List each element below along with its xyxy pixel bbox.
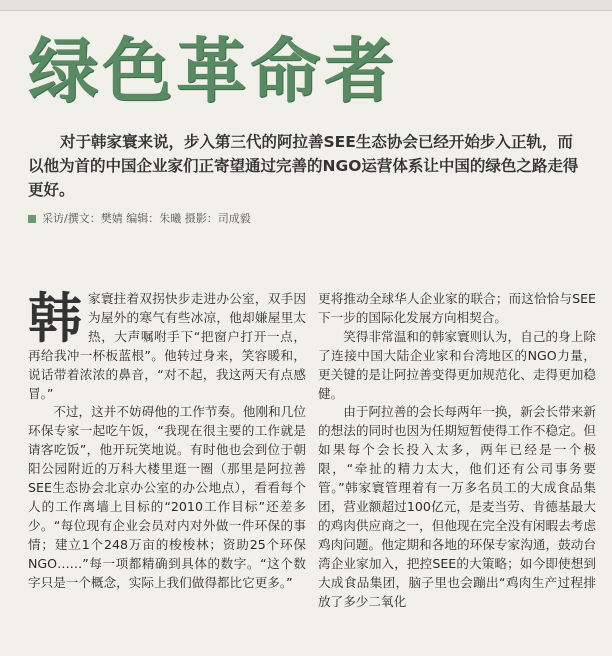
article-lead: 对于韩家寰来说，步入第三代的阿拉善SEE生态协会已经开始步入正轨，而以他为首的中国企业家们正寄望通过完善的NGO运营体系让中国的绿色之路走得更好。 <box>28 133 579 199</box>
left-paragraph-1-text: 家寰拄着双拐快步走进办公室，双手因为屋外的寒气有些冰凉，他却嫌屋里太热，大声嘱咐手下“把窗户打开一点，再给我冲一杯板蓝根”。他转过身来，笑容暖和，说话带着浓浓的鼻音，“对不起，我这两天有点感冒。” <box>28 291 306 401</box>
article-title: 绿色革命者 <box>28 30 398 112</box>
right-column <box>318 290 596 611</box>
left-column <box>28 287 306 593</box>
drop-cap: 韩 <box>28 287 82 350</box>
credits-text: 采访/撰文：樊婧 编辑：朱曦 摄影：司成毅 <box>42 212 251 225</box>
left-paragraph-2: 不过，这并不妨碍他的工作节奏。他刚和几位环保专家一起吃午饭，“我现在很主要的工作就是请客吃饭”，他开玩笑地说。有时他也会到位于朝阳公园附近的万科大楼里逛一圈（那里是阿拉善SEE生态协会北京办公室的办公地点），看看每个人的工作离墙上目标的“2010工作目标”还差多少。“每位现有企业会员对内对外做一件环保的事情；建立1个248万亩的梭梭林；资助25个环保NGO……”每一项都精确到具体的数字。“这个数字只是一个概念，实际上我们做得都比它更多。” <box>28 404 306 590</box>
credits-marker-icon <box>28 215 36 223</box>
right-paragraph-1: 更将推动全球华人企业家的联合；而这恰恰与SEE下一步的国际化发展方向相契合。 <box>318 291 596 325</box>
right-paragraph-3: 由于阿拉善的会长每两年一换，新会长带来新的想法的同时也因为任期短暂使得工作不稳定。但如果每个会长投入太多，两年已经是一个极限，“牵扯的精力太大，他们还有公司事务要管。”韩家寰管理着有一万多名员工的大成食品集团，营业额超过100亿元，是麦当劳、肯德基最大的鸡肉供应商之一，但他现在完全没有闲暇去考虑鸡肉问题。他定期和各地的环保专家沟通，鼓动台湾企业家加入，把控SEE的大策略；如今即使想到大成食品集团，脑子里也会蹦出“鸡肉生产过程排放了多少二氧化 <box>318 404 596 609</box>
page-top-strip <box>0 0 612 11</box>
article-credits <box>28 210 588 226</box>
left-paragraph-1 <box>28 287 306 403</box>
right-paragraph-2: 笑得非常温和的韩家寰则认为，自己的身上除了连接中国大陆企业家和台湾地区的NGO力量，更关键的是让阿拉善变得更加规范化、走得更加稳健。 <box>318 328 596 401</box>
